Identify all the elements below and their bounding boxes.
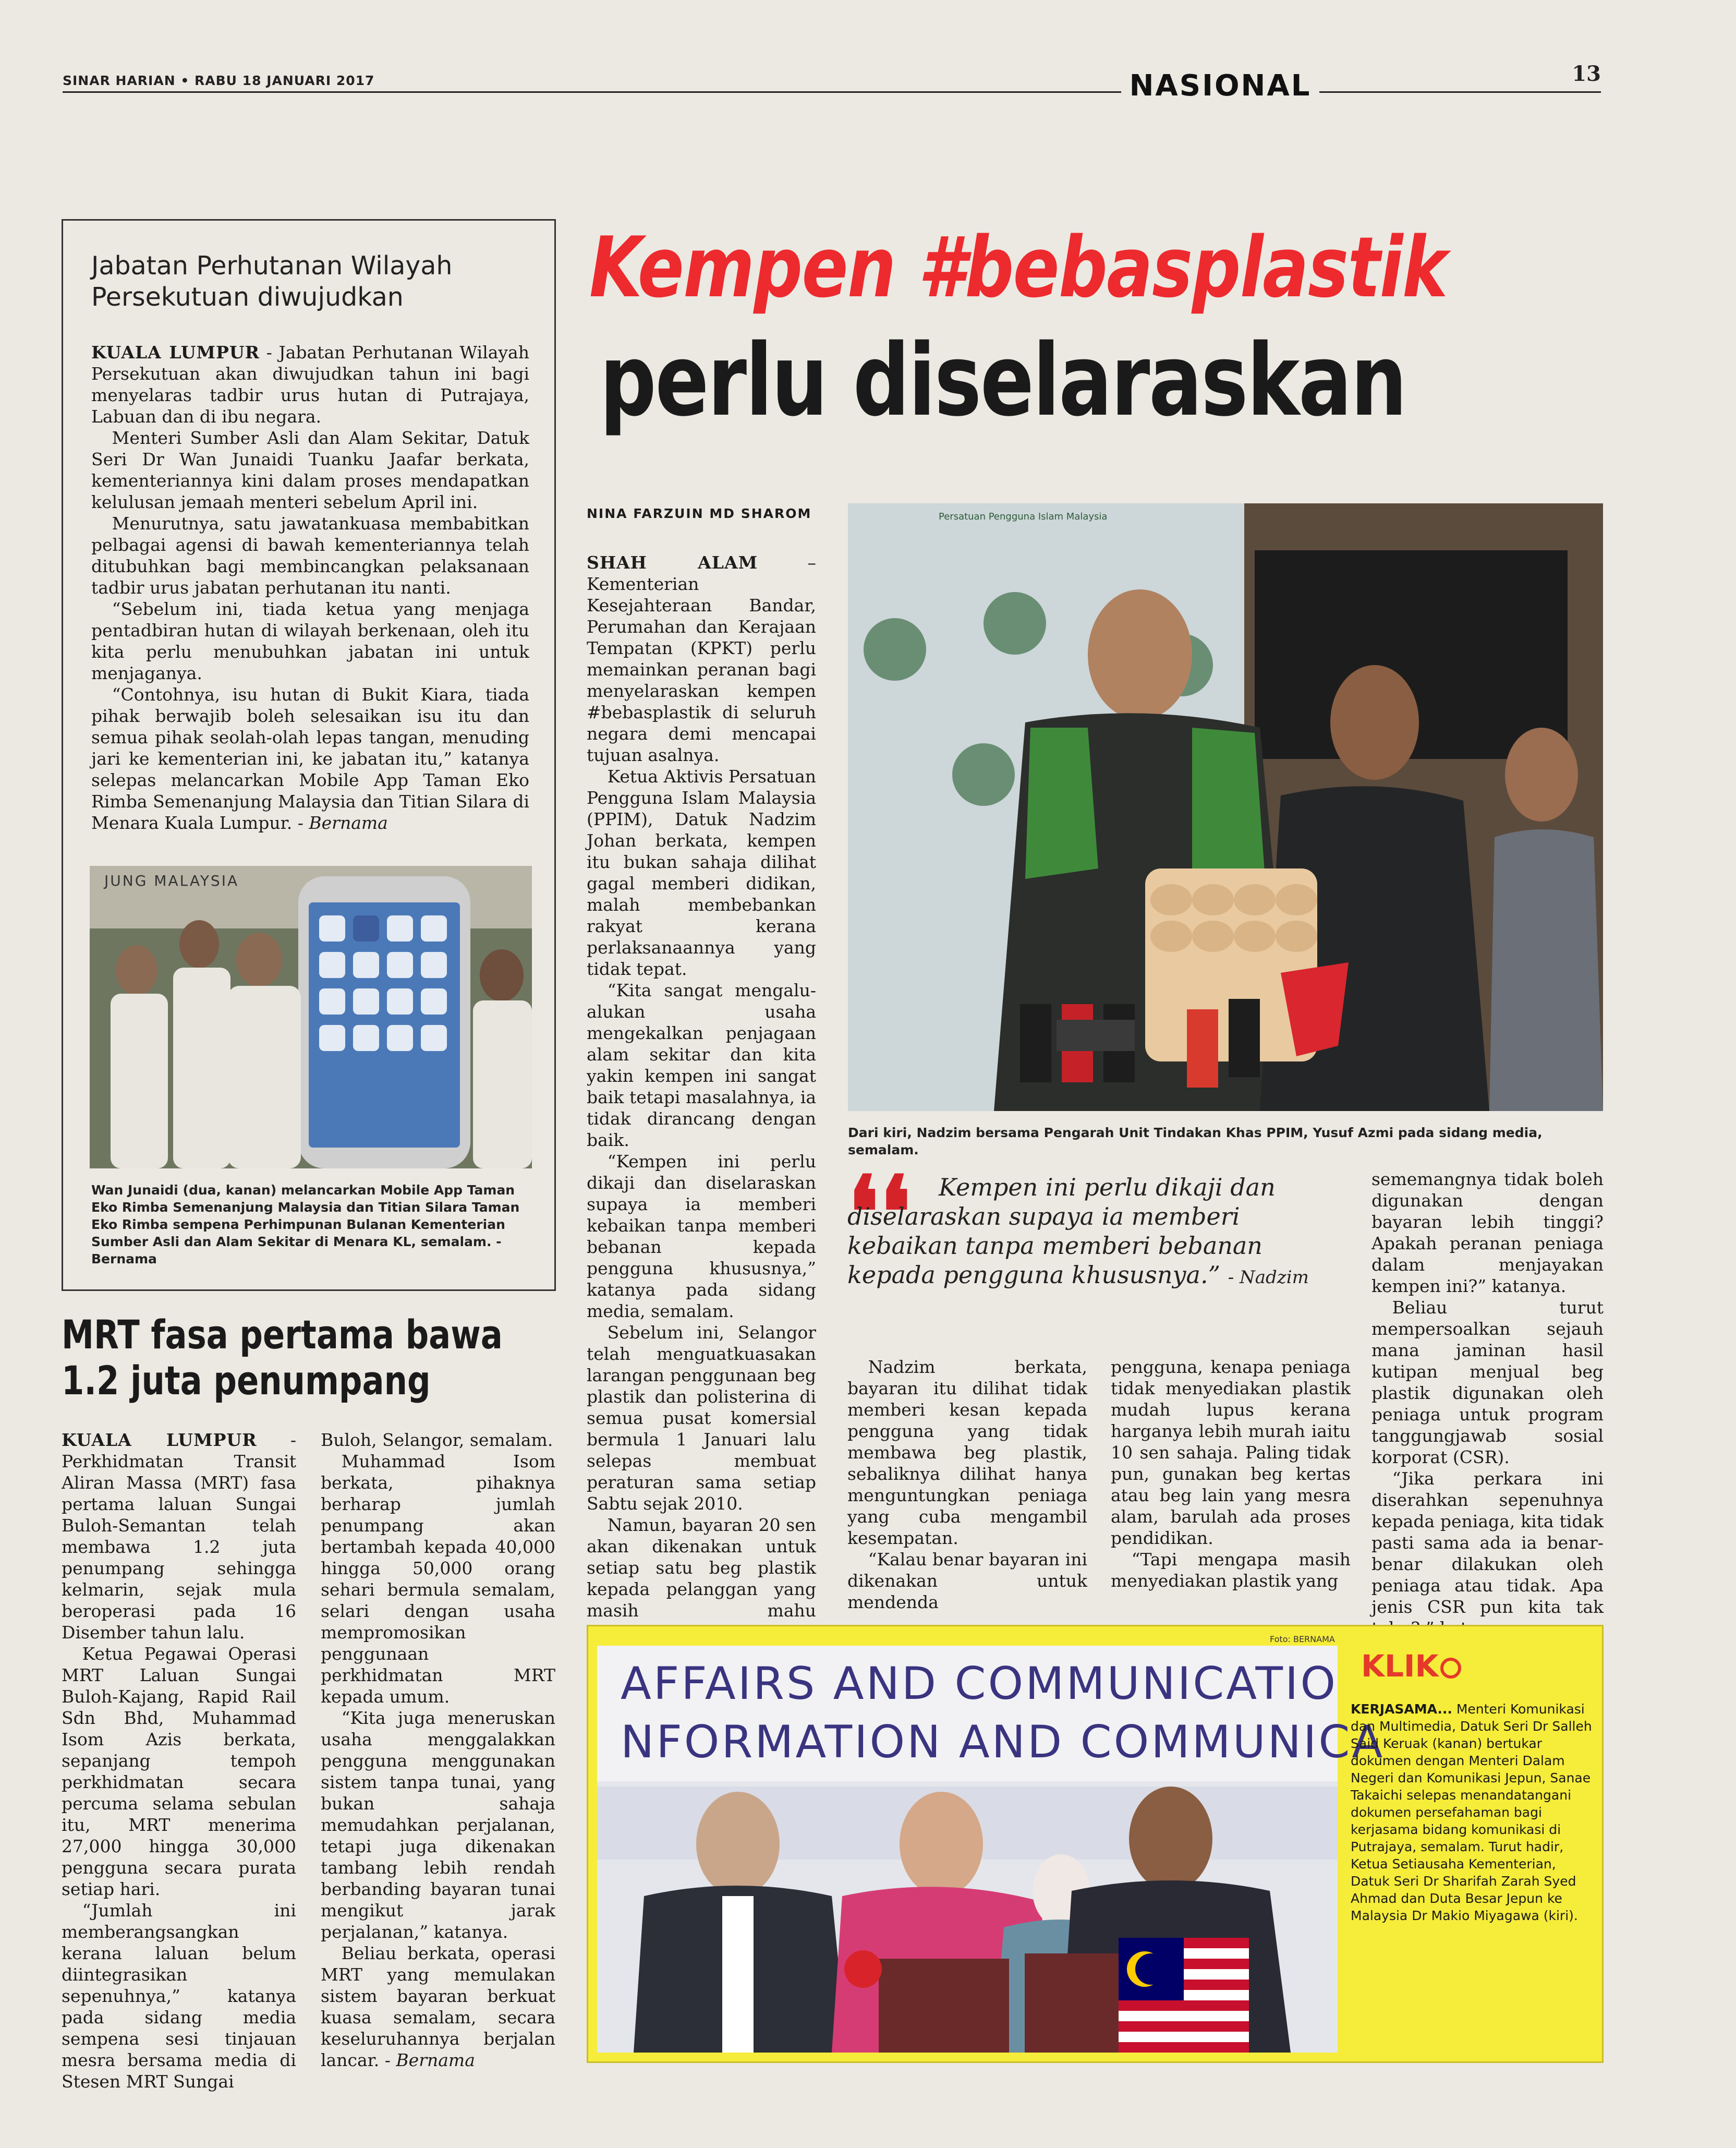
sidebar-photo xyxy=(90,866,532,1168)
sidebar-paragraph: KUALA LUMPUR - Jabatan Perhutanan Wilayah Persekutuan akan diwujudkan tahun ini bagi menyelaras tadbir urus hutan di Putrajaya, Labuan dan di ibu negara. xyxy=(91,342,529,427)
page-number: 13 xyxy=(1572,62,1601,86)
sidebar-dateline: KUALA LUMPUR xyxy=(91,342,260,363)
sidebar-photo-banner: JUNG MALAYSIA xyxy=(104,872,239,889)
header-rule-left xyxy=(63,91,1121,93)
main-photo-caption: Dari kiri, Nadzim bersama Pengarah Unit Tindakan Khas PPIM, Yusuf Azmi pada sidang media, semalam. xyxy=(848,1125,1543,1157)
klik-lead: KERJASAMA... xyxy=(1351,1701,1452,1717)
mrt-credit: - Bernama xyxy=(384,2050,475,2070)
main-story-col4 xyxy=(1371,1168,1604,1639)
foto-credit: Foto: BERNAMA xyxy=(1270,1634,1335,1644)
mrt-paragraph: “Jumlah ini memberangsangkan kerana laluan belum diintegrasikan sepenuhnya,” katanya pada sidang media sempena sesi tinjauan mesra bersama media di Stesen MRT Sungai xyxy=(62,1900,296,2092)
sidebar-body xyxy=(91,342,529,834)
main-paragraph: “Tapi mengapa masih menyediakan plastik yang xyxy=(1111,1549,1351,1591)
mrt-paragraph: Muhammad Isom berkata, pihaknya berharap jumlah penumpang akan bertambah kepada 40,000 hingga 50,000 orang sehari bermula semalam, selari dengan usaha mempromosikan penggunaan perkhidmatan MRT kepada umum. xyxy=(321,1451,555,1707)
mrt-headline: MRT fasa pertama bawa 1.2 juta penumpang xyxy=(62,1311,503,1404)
sidebar-paragraph: “Sebelum ini, tiada ketua yang menjaga pentadbiran hutan di wilayah berkenaan, oleh itu kita perlu menubuhkan jabatan ini untuk menjaganya. xyxy=(91,599,529,683)
main-paragraph: pengguna, kenapa peniaga tidak menyediakan plastik mudah lupus kerana harganya lebih murah iaitu 10 sen sahaja. Paling tidak pun, gunakan beg kertas atau beg lain yang mesra alam, barulah ada proses pendidikan. xyxy=(1111,1357,1351,1548)
mrt-paragraph: KUALA LUMPUR - Perkhidmatan Transit Aliran Massa (MRT) fasa pertama laluan Sungai Buloh-Semantan telah membawa 1.2 juta penumpang sehingga kelmarin, sejak mula beroperasi pada 16 Disember tahun lalu. xyxy=(62,1430,296,1643)
klik-photo-banner-line1: AFFAIRS AND COMMUNICATIO xyxy=(621,1658,1338,1710)
klik-logo-icon xyxy=(1440,1658,1461,1679)
quote-mark-icon: ❛❛ xyxy=(847,1154,912,1271)
sidebar-title: Jabatan Perhutanan Wilayah Persekutuan diwujudkan xyxy=(91,251,453,312)
main-headline-line1: Kempen #bebasplastik xyxy=(589,219,1447,316)
photo-backdrop-text: Persatuan Pengguna Islam Malaysia xyxy=(939,511,1108,522)
klik-logo: KLIK xyxy=(1361,1648,1461,1684)
byline: NINA FARZUIN MD SHAROM xyxy=(587,506,812,521)
sidebar-photo-caption: Wan Junaidi (dua, kanan) melancarkan Mobile App Taman Eko Rimba Semenanjung Malaysia dan Titian Silara Taman Eko Rimba sempena Perhimpunan Bulanan Kementerian Sumber Asli dan Alam Sekitar di Menara KL, semalam. - Bernama xyxy=(91,1182,520,1266)
pull-quote: Kempen ini perlu dikaji dan diselaraskan supaya ia memberi kebaikan tanpa memberi bebanan kepada pengguna khususnya.” - Nadzim xyxy=(847,1173,1309,1289)
mrt-col1 xyxy=(62,1429,296,2092)
mrt-paragraph: Buloh, Selangor, semalam. xyxy=(321,1430,553,1450)
main-paragraph: Sebelum ini, Selangor telah menguatkuasakan larangan penggunaan beg plastik dan polisterina di semua pusat komersial bermula 1 Januari lalu selepas membuat peraturan sama setiap Sabtu sejak 2010. xyxy=(587,1322,816,1514)
main-story-col3 xyxy=(1111,1356,1351,1591)
main-paragraph: “Kempen ini perlu dikaji dan diselaraskan supaya ia memberi kebaikan tanpa memberi bebanan kepada pengguna khususnya,” katanya pada sidang media, semalam. xyxy=(587,1151,816,1321)
main-dateline: SHAH ALAM xyxy=(587,552,758,573)
main-paragraph: Ketua Aktivis Persatuan Pengguna Islam Malaysia (PPIM), Datuk Nadzim Johan berkata, kempen itu bukan sahaja dilihat gagal memberi didikan, malah membebankan rakyat kerana perlaksanaannya yang tidak tepat. xyxy=(587,766,816,979)
main-paragraph: Nadzim berkata, bayaran itu dilihat tidak memberi kesan kepada pengguna yang tidak membawa beg plastik, sebaliknya dilihat hanya menguntungkan peniaga yang cuba mengambil kesempatan. xyxy=(847,1357,1087,1548)
main-photo xyxy=(848,503,1603,1111)
mrt-paragraph: “Kita juga meneruskan usaha menggalakkan pengguna menggunakan sistem tanpa tunai, yang bukan sahaja memudahkan perjalanan, tetapi juga dikenakan tambang lebih rendah berbanding bayaran tunai mengikut jarak perjalanan,” katanya. xyxy=(321,1708,555,1942)
sidebar-paragraph: Menteri Sumber Asli dan Alam Sekitar, Datuk Seri Dr Wan Junaidi Tuanku Jaafar berkata, kementeriannya kini dalam proses mendapatkan kelulusan jemaah menteri sebelum April ini. xyxy=(91,428,529,512)
sidebar-credit: - Bernama xyxy=(297,813,388,833)
mrt-paragraph: Beliau berkata, operasi MRT yang memulakan sistem bayaran berkuat kuasa semalam, secara keseluruhannya berjalan lancar. - Bernama xyxy=(321,1943,555,2070)
mrt-dateline: KUALA LUMPUR xyxy=(62,1430,257,1450)
main-paragraph: sememangnya tidak boleh digunakan dengan bayaran lebih tinggi? Apakah peranan peniaga dalam menjayakan kempen ini?” katanya. xyxy=(1371,1169,1604,1296)
header-rule-right xyxy=(1319,91,1601,93)
mrt-col2 xyxy=(321,1429,555,2071)
main-paragraph: “Jika perkara ini diserahkan sepenuhnya kepada peniaga, kita tidak pasti sama ada ia benar-benar dilakukan oleh peniaga atau tidak. Apa jenis CSR pun kita tak xyxy=(1371,1468,1604,1617)
main-paragraph: SHAH ALAM – Kementerian Kesejahteraan Bandar, Perumahan dan Kerajaan Tempatan (KPKT) perlu memainkan peranan bagi menyelaraskan kempen #bebasplastik di seluruh negara demi mencapai tujuan asalnya. xyxy=(587,552,816,765)
main-story-col1 xyxy=(587,552,816,1643)
newspaper-dateline: SINAR HARIAN • RABU 18 JANUARI 2017 xyxy=(63,73,375,88)
mrt-paragraph: Ketua Pegawai Operasi MRT Laluan Sungai Buloh-Kajang, Rapid Rail Sdn Bhd, Muhammad Isom Azis berkata, sepanjang tempoh perkhidmatan secara percuma selama sebulan itu, MRT menerima 27,000 hingga 30,000 pengguna secara purata setiap hari. xyxy=(62,1644,296,1899)
main-headline-line2: perlu diselaraskan xyxy=(600,323,1406,438)
pull-quote-author: - Nadzim xyxy=(1228,1267,1309,1288)
main-story-col2 xyxy=(847,1356,1087,1613)
sidebar-paragraph: Menurutnya, satu jawatankuasa membabitkan pelbagai agensi di bawah kementeriannya telah ditubuhkan bagi membincangkan pelaksanaan tadbir urus jabatan perhutanan itu nanti. xyxy=(91,513,529,598)
klik-photo-banner-line2: NFORMATION AND COMMUNICA xyxy=(621,1716,1385,1768)
klik-caption: KERJASAMA... Menteri Komunikasi dan Multimedia, Datuk Seri Dr Salleh Said Keruak (kanan) bertukar dokumen dengan Menteri Dalam Negeri dan Komunikasi Jepun, Sanae Takaichi selepas menandatangani dokumen persefahaman bagi kerjasama bidang komunikasi di Putrajaya, semalam. Turut hadir, Ketua Setiausaha Kementerian, Datuk Seri Dr Sharifah Zarah Syed Ahmad dan Duta Besar Jepun ke Malaysia Dr Makio Miyagawa (kiri). xyxy=(1351,1701,1592,1923)
sidebar-paragraph: “Contohnya, isu hutan di Bukit Kiara, tiada pihak berwajib boleh selesaikan isu itu dan semua pihak seolah-olah lepas tangan, menuding jari ke kementerian ini, ke jabatan itu,” katanya selepas melancarkan Mobile App Taman Eko Rimba Semenanjung Malaysia dan Titian Silara di Menara Kuala Lumpur. - Bernama xyxy=(91,684,529,833)
main-paragraph: “Kita sangat mengalu-alukan usaha mengekalkan penjagaan alam sekitar dan kita yakin kempen ini sangat baik tetapi masalahnya, ia tidak dirancang dengan baik. xyxy=(587,980,816,1150)
main-paragraph: “Kalau benar bayaran ini dikenakan untuk mendenda xyxy=(847,1549,1087,1612)
main-paragraph: Namun, bayaran 20 sen akan dikenakan untuk setiap satu beg plastik kepada pelanggan yang masih mahu xyxy=(587,1515,816,1621)
main-paragraph: Beliau turut mempersoalkan sejauh mana jaminan hasil kutipan menjual beg plastik digunakan oleh peniaga untuk program tanggungjawab sosial korporat (CSR). xyxy=(1371,1297,1604,1467)
section-title: NASIONAL xyxy=(1129,69,1312,103)
